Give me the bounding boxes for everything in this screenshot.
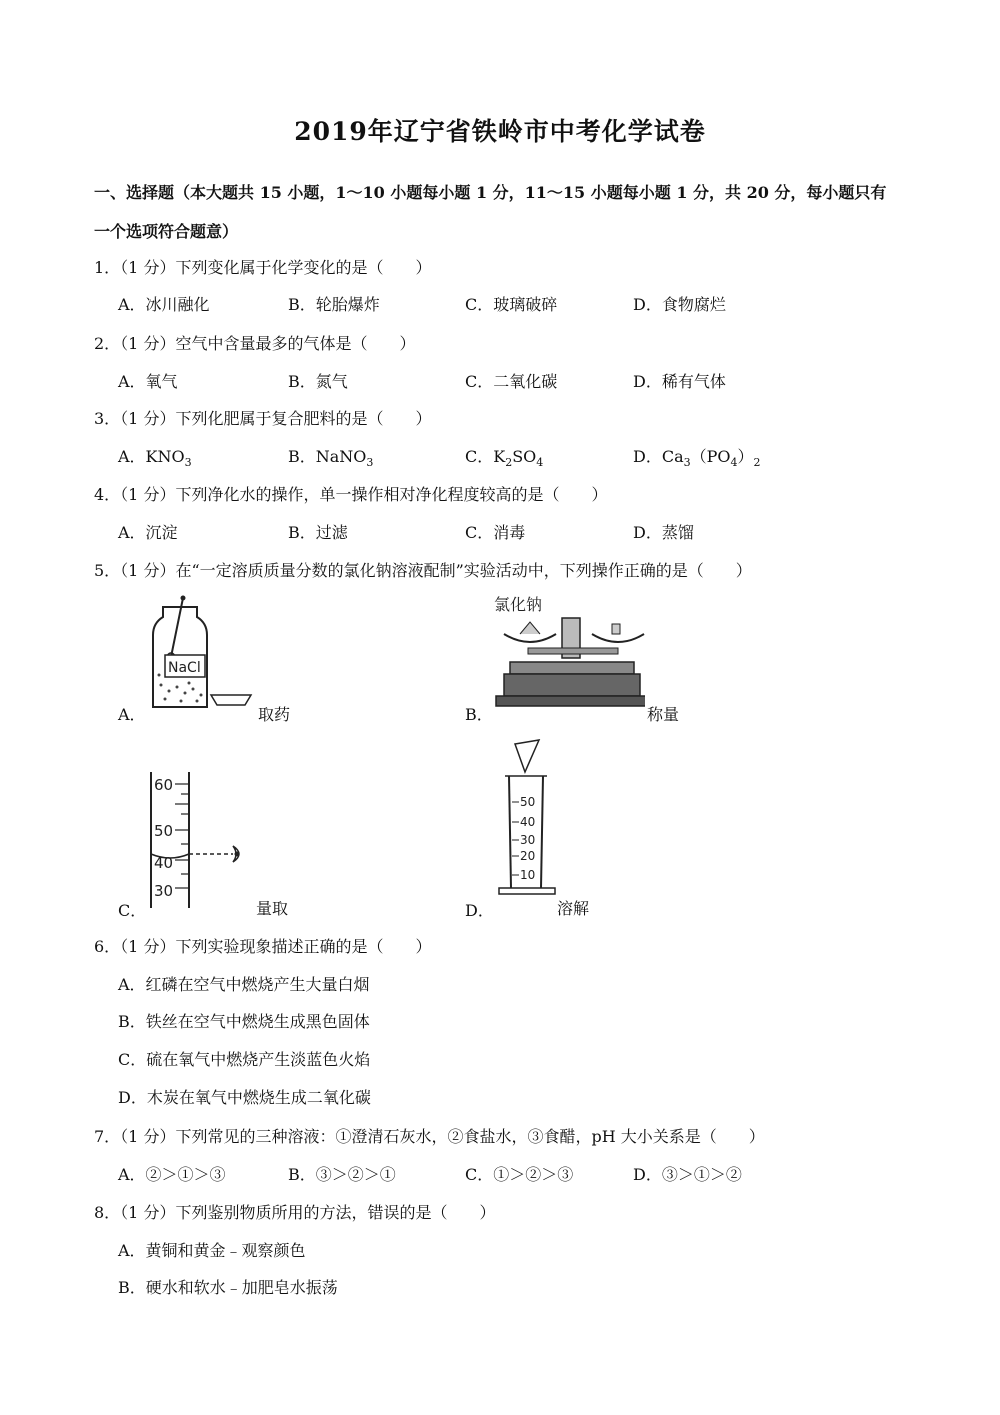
question-1-option-d: D．食物腐烂 bbox=[633, 295, 726, 314]
question-6-option-b: B．铁丝在空气中燃烧生成黑色固体 bbox=[118, 1012, 370, 1031]
question-4-stem: 4．（1 分）下列净化水的操作，单一操作相对净化程度较高的是（ ） bbox=[94, 485, 608, 504]
cylinder-c-tick-30: 30 bbox=[154, 882, 174, 900]
question-2-option-a: A．氧气 bbox=[118, 372, 178, 391]
question-5-option-c-letter: C． bbox=[118, 901, 147, 920]
question-5-option-d-letter: D． bbox=[465, 901, 494, 920]
question-4-option-b: B．过滤 bbox=[288, 523, 348, 542]
reagent-bottle-figure bbox=[145, 595, 255, 715]
question-1-option-a: A．冰川融化 bbox=[118, 295, 210, 314]
question-4-option-d: D．蒸馏 bbox=[633, 523, 694, 542]
question-6-option-d: D．木炭在氧气中燃烧生成二氧化碳 bbox=[118, 1088, 371, 1107]
balance-scale-figure bbox=[490, 592, 645, 717]
cylinder-c-tick-60: 60 bbox=[154, 776, 174, 794]
question-4-option-a: A．沉淀 bbox=[118, 523, 178, 542]
section-heading-line2: 一个选项符合题意） bbox=[94, 222, 239, 241]
question-7-option-b: B．③＞②＞① bbox=[288, 1165, 396, 1184]
question-3-option-c: C．$K_2SO_4$ bbox=[465, 447, 544, 470]
question-4-option-c: C．消毒 bbox=[465, 523, 526, 542]
question-3-stem: 3．（1 分）下列化肥属于复合肥料的是（ ） bbox=[94, 409, 432, 428]
question-2-option-d: D．稀有气体 bbox=[633, 372, 726, 391]
question-1-option-c: C．玻璃破碎 bbox=[465, 295, 558, 314]
question-8-option-a: A．黄铜和黄金﹣观察颜色 bbox=[118, 1241, 306, 1260]
question-7-option-a: A．②＞①＞③ bbox=[118, 1165, 226, 1184]
question-6-option-a: A．红磷在空气中燃烧产生大量白烟 bbox=[118, 975, 370, 994]
question-5-option-b-letter: B． bbox=[465, 705, 493, 724]
question-2-option-b: B．氮气 bbox=[288, 372, 348, 391]
cylinder-c-tick-40: 40 bbox=[154, 854, 174, 872]
question-2-option-c: C．二氧化碳 bbox=[465, 372, 558, 391]
sodium-chloride-label: 氯化钠 bbox=[494, 595, 543, 614]
question-7-option-c: C．①＞②＞③ bbox=[465, 1165, 574, 1184]
cylinder-reading-figure bbox=[143, 770, 253, 910]
question-5-option-b-caption: 称量 bbox=[647, 705, 680, 724]
page-title: 2019年辽宁省铁岭市中考化学试卷 bbox=[294, 117, 706, 146]
question-5-option-c-caption: 量取 bbox=[256, 899, 289, 918]
question-5-stem: 5．（1 分）在“一定溶质质量分数的氯化钠溶液配制”实验活动中，下列操作正确的是（ ） bbox=[94, 561, 752, 580]
question-3-option-d: D．$Ca_3(PO_4)_2$ bbox=[633, 447, 761, 470]
cylinder-d-tick-50: 50 bbox=[520, 795, 536, 809]
cylinder-d-tick-30: 30 bbox=[520, 833, 536, 847]
cylinder-d-tick-40: 40 bbox=[520, 815, 536, 829]
question-1-stem: 1．（1 分）下列变化属于化学变化的是（ ） bbox=[94, 258, 432, 277]
question-8-stem: 8．（1 分）下列鉴别物质所用的方法，错误的是（ ） bbox=[94, 1203, 496, 1222]
question-3-option-a: A．$KNO_3$ bbox=[118, 447, 192, 470]
question-7-option-d: D．③＞①＞② bbox=[633, 1165, 742, 1184]
question-1-option-b: B．轮胎爆炸 bbox=[288, 295, 380, 314]
nacl-label: NaCl bbox=[168, 660, 201, 676]
question-6-stem: 6．（1 分）下列实验现象描述正确的是（ ） bbox=[94, 937, 432, 956]
question-5-option-d-caption: 溶解 bbox=[557, 899, 590, 918]
question-5-option-a-caption: 取药 bbox=[258, 705, 291, 724]
question-8-option-b: B．硬水和软水﹣加肥皂水振荡 bbox=[118, 1278, 338, 1297]
question-2-stem: 2．（1 分）空气中含量最多的气体是（ ） bbox=[94, 334, 416, 353]
cylinder-c-tick-50: 50 bbox=[154, 822, 174, 840]
cylinder-d-tick-10: 10 bbox=[520, 868, 536, 882]
question-3-option-b: B．NaNO$_3$ bbox=[288, 447, 374, 470]
question-5-option-a-letter: A． bbox=[118, 705, 146, 724]
question-6-option-c: C．硫在氧气中燃烧产生淡蓝色火焰 bbox=[118, 1050, 371, 1069]
question-7-stem: 7．（1 分）下列常见的三种溶液：①澄清石灰水，②食盐水，③食醋，pH 大小关系是（ ） bbox=[94, 1127, 765, 1146]
section-heading-line1: 一、选择题（本大题共 15 小题，1～10 小题每小题 1 分，11～15 小题每小题 1 分，共 20 分，每小题只有 bbox=[94, 183, 887, 202]
cylinder-d-tick-20: 20 bbox=[520, 849, 536, 863]
measuring-cylinder-figure bbox=[495, 738, 560, 908]
